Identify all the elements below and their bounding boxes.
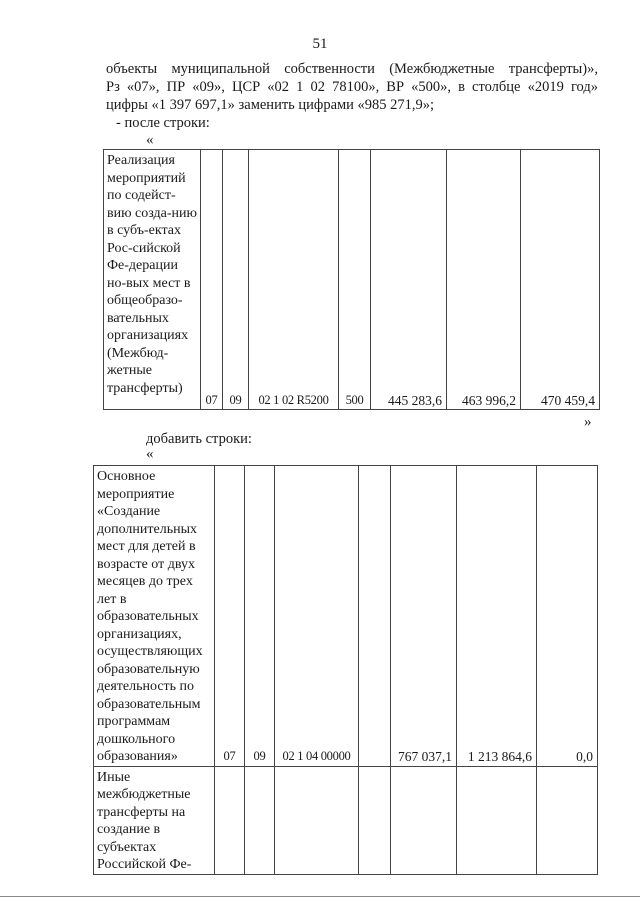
intro-line: объекты муниципальной собственности (Межбюджетные трансферты)»,: [106, 61, 598, 77]
row-description: Иные межбюджетные трансферты на создание в субъектах Российской Фе-: [94, 766, 215, 874]
budget-table-2: [93, 465, 598, 875]
cell-2020: 463 996,2: [447, 150, 521, 410]
cell-pr: 09: [245, 466, 275, 767]
row-description: Основное мероприятие «Создание дополнительных мест для детей в возрасте от двух месяцев до трех лет в образовательных организациях, осуществляющих образовательную деятельность по образовательным программам дошкольного образования»: [94, 466, 215, 767]
table-row: [94, 466, 598, 767]
cell-vr: 500: [339, 150, 371, 410]
cell-2019: [391, 766, 457, 874]
cell-2020: 1 213 864,6: [457, 466, 537, 767]
cell-rz: 07: [201, 150, 223, 410]
table-row: [104, 150, 600, 410]
cell-csr: 02 1 02 R5200: [249, 150, 339, 410]
cell-rz: 07: [215, 466, 245, 767]
page-number: 51: [312, 36, 328, 52]
cell-vr: [359, 766, 391, 874]
close-quote: »: [584, 414, 592, 430]
intro-line: Рз «07», ПР «09», ЦСР «02 1 02 78100», ВР «500», в столбце «2019 год»: [106, 79, 598, 95]
cell-2021: [537, 766, 598, 874]
intro-line: цифры «1 397 697,1» заменить цифрами «985 271,9»;: [106, 97, 435, 113]
cell-2021: 470 459,4: [521, 150, 600, 410]
open-quote-2: «: [146, 446, 154, 462]
intro-paragraph: [106, 60, 598, 114]
cell-csr: 02 1 04 00000: [275, 466, 359, 767]
add-rows-label: добавить строки:: [146, 431, 252, 447]
cell-vr: [359, 466, 391, 767]
open-quote: «: [146, 132, 154, 148]
after-row-label: - после строки:: [116, 115, 210, 131]
cell-2019: 445 283,6: [371, 150, 447, 410]
table-row: [94, 766, 598, 874]
cell-2021: 0,0: [537, 466, 598, 767]
cell-pr: 09: [223, 150, 249, 410]
budget-table-1: [103, 149, 600, 410]
cell-rz: [215, 766, 245, 874]
row-description: Реализация мероприятий по содейст-вию созда-нию в субъ-ектах Рос-сийской Фе-дерации но-вых мест в общеобразо-вательных организациях (Межбюд-жетные трансферты): [104, 150, 201, 410]
cell-2020: [457, 766, 537, 874]
cell-2019: 767 037,1: [391, 466, 457, 767]
cell-pr: [245, 766, 275, 874]
cell-csr: [275, 766, 359, 874]
page-bottom-rule: [0, 896, 640, 897]
